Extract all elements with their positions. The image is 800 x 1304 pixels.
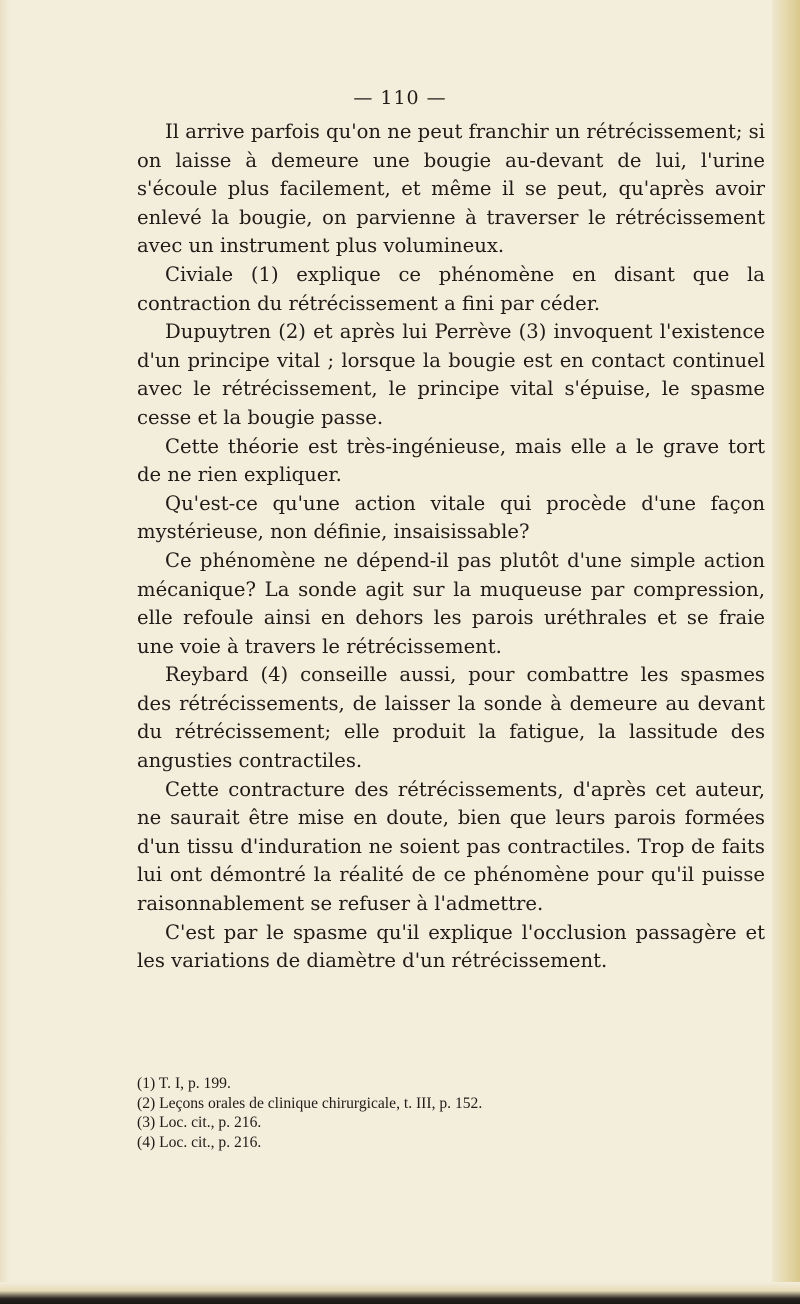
paragraph: Ce phénomène ne dépend-il pas plutôt d'une simple action mécanique? La sonde agit sur la muqueuse par compression, elle refoule ainsi en dehors les parois uréthrales et se fraie une voie à travers le rétrécissement. [137,548,765,658]
footnote-1: (1) T. I, p. 199. [137,1075,231,1092]
footnote-2: (2) Leçons orales de clinique chirurgicale, t. III, p. 152. [137,1094,483,1112]
footnote-4: (4) Loc. cit., p. 216. [137,1133,262,1151]
paragraph: Dupuytren (2) et après lui Perrève (3) invoquent l'existence d'un principe vital ; lorsque la bougie est en contact continuel avec le rétrécissement, le principe vital s'épuise, le spasme cesse et la bougie passe. [137,320,765,429]
body-text [137,118,765,976]
footnote-3: (3) Loc. cit., p. 216. [137,1114,262,1132]
paragraph: Cette contracture des rétrécissements, d'après cet auteur, ne saurait être mise en doute, bien que leurs parois formées d'un tissu d'induration ne soient pas contractiles. Trop de faits lui ont démontré la réalité de ce phénomène pour qu'il puisse raisonnablement se refuser à l'admettre. [137,777,765,916]
paragraph: Cette théorie est très-ingénieuse, mais elle a le grave tort de ne rien expliquer. [137,434,765,487]
footnotes [137,1074,765,1152]
page-edge-left [0,0,10,1304]
paragraph: Il arrive parfois qu'on ne peut franchir un rétrécissement; si on laisse à demeure une bougie au-devant de lui, l'urine s'écoule plus facilement, et même il se peut, qu'après avoir enlevé la bougie, on parvienne à traverser le rétrécissement avec un instrument plus volumineux. [137,120,765,258]
paragraph: C'est par le spasme qu'il explique l'occlusion passagère et les variations de diamètre d'un rétrécissement. [137,920,765,973]
page-number: — 110 — [353,87,447,109]
page-bottom-edge [0,1282,800,1304]
paragraph: Qu'est-ce qu'une action vitale qui procède d'une façon mystérieuse, non définie, insaisissable? [137,491,765,544]
paragraph: Civiale (1) explique ce phénomène en disant que la contraction du rétrécissement a fini par céder. [137,262,765,315]
page-edge-right [772,0,800,1304]
paragraph: Reybard (4) conseille aussi, pour combattre les spasmes des rétrécissements, de laisser la sonde à demeure au devant du rétrécissement; elle produit la fatigue, la lassitude des angusties contractiles. [137,663,765,773]
